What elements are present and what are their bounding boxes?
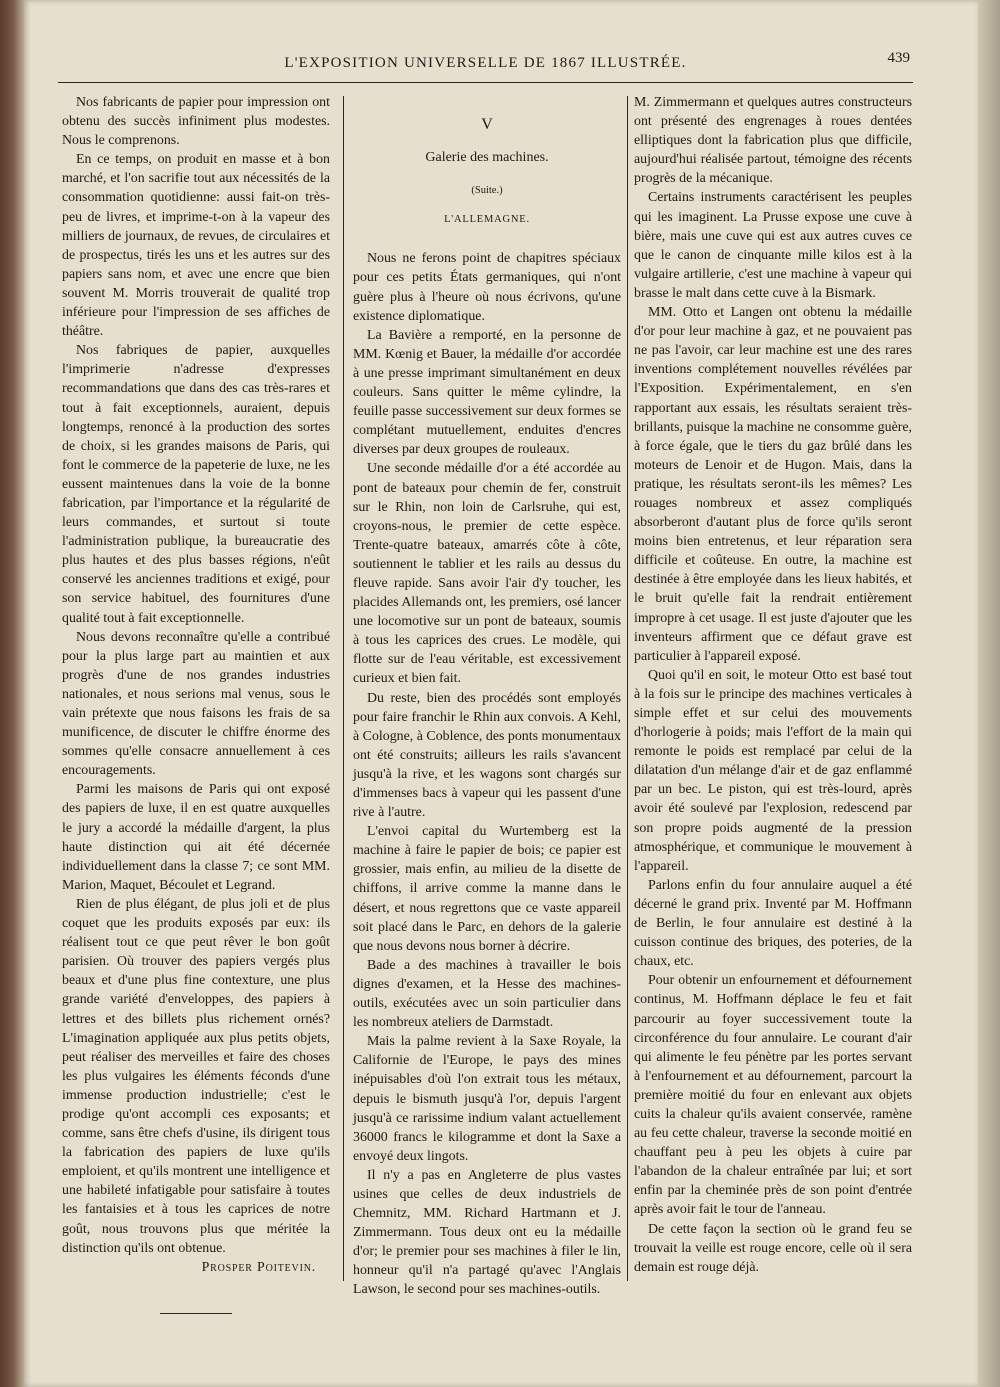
page-number: 439 — [887, 50, 910, 66]
section-country: L'ALLEMAGNE. — [444, 214, 530, 226]
column-rule-left — [343, 96, 344, 1281]
paragraph: Une seconde médaille d'or a été accordée au pont de bateaux pour chemin de fer, construit sur le Rhin, non loin de Carlsruhe, qui est, croyons-nous, le premier de cette espèce. Trente-quatre bateaux, amarrés côte à côte, soutiennent le tablier et les rails au dessus du fleuve rapide. Sans avoir l'air d'y toucher, les placides Allemands ont, les premiers, osé lancer une locomotive sur un pont de bateaux, soumis à tous les caprices des crues. Le modèle, qui flotte sur de l'eau véritable, est excessivement curieux et bien fait. — [353, 461, 621, 687]
paragraph: En ce temps, on produit en masse et à bon marché, et l'on sacrifie tout aux nécessités de la consommation quotidienne: aussi fait-on très-peu de livres, et imprime-t-on à la vapeur des milliers de journaux, de revues, de circulaires et de prospectus, tirés les uns et les autres sur des papiers sans nom, et avec une encre que bien souvent M. Morris trouverait de qualité trop inférieure pour l'impression de ses affiches de théâtre. — [62, 152, 330, 340]
paragraph: Mais la palme revient à la Saxe Royale, la Californie de l'Europe, le pays des mines inépuisables d'où l'on extrait tous les métaux, depuis le bismuth jusqu'à l'or, depuis l'argent jusqu'à ce rarissime indium valant actuellement 36000 francs le kilogramme et dont la Saxe a envoyé deux lingots. — [353, 1034, 621, 1164]
paragraph: Quoi qu'il en soit, le moteur Otto est basé tout à la fois sur le principe des machines verticales à simple effet et sur celui des mouvements d'horlogerie à poids; mais l'effort de la main qui remonte le poids est remplacé par celui de la dilatation d'un mélange d'air et de gaz enflammé par un bec. Le piston, qui est très-lourd, après avoir été soulevé par l'explosion, redescend par son propre poids augmenté de la pression atmosphérique, et communique le mouvement à l'appareil. — [634, 667, 912, 874]
header-rule — [58, 82, 913, 83]
running-title: L'EXPOSITION UNIVERSELLE DE 1867 ILLUSTRÉE. — [284, 55, 687, 71]
paragraph: MM. Otto et Langen ont obtenu la médaille d'or pour leur machine à gaz, et ne pouvaient pas ne pas l'avoir, car leur machine est une des rares inventions complétement nouvelles révélées par l'Exposition. Expérimentalement, en s'en rapportant aux essais, les résultats seraient très-brillants, puisque la machine ne consomme guère, à force égale, que le tiers du gaz brûlé dans les moteurs de Lenoir et de Hugon. Mais, dans la pratique, les résultats seront-ils les mêmes? Les rouages nombreux et assez compliqués absorberont d'autant plus de force qu'ils seront moins bien entretenus, et leur réparation sera difficile et coûteuse. En outre, la machine est destinée à être employée dans les lieux habités, et le bruit qu'elle fait la rendrait entièrement impropre à cet usage. Il est juste d'ajouter que les inventeurs affirment que ce défaut grave est particulier à l'appareil exposé. — [634, 305, 912, 664]
author-signature: Prosper Poitevin. — [201, 1259, 316, 1275]
paragraph: Rien de plus élégant, de plus joli et de plus coquet que les produits exposés par eux: ils réalisent tout ce que peut rêver le bon goût parisien. Où trouver des papiers vergés plus beaux et d'une plus fine contexture, une plus grande variété d'enveloppes, des papiers à lettres et des billets plus richement ornés? L'imagination appliquée aux plus petits objets, peut réaliser des merveilles et faire des choses les plus vulgaires les éléments féconds d'une immense production industrielle; c'est le prodige qu'ont accompli ces exposants; et comme, sans être chefs d'usine, ils dirigent tous la fabrication des papiers de luxe qu'ils emploient, et qu'ils montrent une intelligence et une habileté infatigable pour satisfaire à toutes les fantaisies et à tous les caprices de notre goût, nous trouvons plus que méritée la distinction qu'ils ont obtenue. — [62, 896, 330, 1256]
paragraph: Nos fabricants de papier pour impression ont obtenu des succès infiniment plus modestes. Nous le comprenons. — [62, 95, 330, 149]
section-suite: (Suite.) — [471, 185, 503, 197]
paragraph: L'envoi capital du Wurtemberg est la machine à faire le papier de bois; ce papier est grossier, mais enfin, au milieu de la disette de chiffons, il arrive comme la manne dans le désert, et nous regrettons que ce vaste appareil soit placé dans le Parc, en dehors de la galerie que nous devons nous borner à décrire. — [353, 824, 621, 954]
paragraph: Du reste, bien des procédés sont employés pour faire franchir le Rhin aux convois. A Kehl, à Cologne, à Coblence, des ponts monumentaux ont été construits; ailleurs les rails s'avancent jusqu'à la rive, et les wagons sont chargés sur d'immenses bacs à vapeur qui les passent d'une rive à l'autre. — [353, 690, 621, 821]
paragraph: Nos fabriques de papier, auxquelles l'imprimerie n'adresse d'expresses recommandations que dans des cas très-rares et tout à fait exceptionnels, auraient, depuis longtemps, renoncé à la production des sortes de choix, si les grandes maisons de Paris, qui font le commerce de la papeterie de luxe, ne les eussent maintenues dans la voie de la bonne fabrication, par l'importance et la régularité de leurs commandes, et surtout si toute l'administration publique, la bureaucratie des plus hautes et des plus basses régions, n'eût conservé les anciennes traditions et exigé, pour son service habituel, des fournitures d'une qualité tout à fait exceptionnelle. — [62, 343, 330, 626]
book-binding — [0, 0, 24, 1387]
binding-bleed-text — [0, 90, 18, 1290]
paragraph: M. Zimmermann et quelques autres constructeurs ont présenté des engrenages à roues dentées elliptiques dont la fabrication plus que difficile, aujourd'hui réalisée partout, témoigne des récents progrès de la mécanique. — [634, 95, 912, 187]
column-left — [62, 93, 330, 1314]
paragraph: Pour obtenir un enfournement et défournement continus, M. Hoffmann déplace le feu et fait parcourir au foyer successivement toute la circonférence du four annulaire. Le courant d'air qui alimente le feu pénètre par les portes servant à l'enfournement et au défournement, parcourt la première moitié du four en enlevant aux objets cuits la chaleur qu'ils avaient conservée, ramène au feu cette chaleur, traverse la seconde moitié en chauffant peu à peu les objets à cuire par l'abandon de la chaleur entraînée par lui; et sort enfin par la cheminée près de son point d'entrée après avoir fait le tour de l'anneau. — [634, 973, 912, 1218]
paragraph: Parlons enfin du four annulaire auquel a été décerné le grand prix. Inventé par M. Hoffmann de Berlin, le four annulaire est destiné à la cuisson continue des briques, des poteries, de la chaux, etc. — [634, 877, 912, 970]
paragraph: Il n'y a pas en Angleterre de plus vastes usines que celles de deux industriels de Chemnitz, MM. Richard Hartmann et J. Zimmermann. Tous deux ont eu la médaille d'or; le premier pour ses machines à filer le lin, honneur qu'il n'a partagé qu'avec l'Anglais Lawson, le second pour ses machines-outils. — [353, 1167, 621, 1298]
column-right — [634, 93, 912, 1277]
paragraph: De cette façon la section où le grand feu se trouvait la veille est rouge encore, celle où il sera demain est rouge déjà. — [634, 1221, 912, 1275]
section-title: Galerie des machines. — [425, 150, 549, 166]
column-rule-right — [627, 96, 628, 1281]
column-middle — [353, 93, 621, 1300]
page-edge — [978, 0, 1000, 1387]
paragraph: La Bavière a remporté, en la personne de MM. Kœnig et Bauer, la médaille d'or accordée à une presse imprimant simultanément en deux couleurs. Sans quitter le même cylindre, la feuille passe successivement sur deux formes se complétant mutuellement, enduites d'encres diverses par deux groupes de rouleaux. — [353, 327, 621, 458]
section-number: V — [481, 116, 493, 133]
paragraph: Bade a des machines à travailler le bois dignes d'examen, et la Hesse des machines-outils, exécutées avec un soin particulier dans les nombreux ateliers de Darmstadt. — [353, 957, 621, 1031]
paragraph: Nous devons reconnaître qu'elle a contribué pour la plus large part au maintien et aux progrès d'une de nos grandes industries nationales, et nous serions mal venus, sous le vain prétexte que nous faisons les frais de sa munificence, de discuter le chiffre énorme des sommes qu'elle consacre annuellement à ces encouragements. — [62, 629, 330, 779]
paragraph: Parmi les maisons de Paris qui ont exposé des papiers de luxe, il en est quatre auxquelles le jury a accordé la médaille d'argent, la plus haute distinction qui ait été décernée individuellement dans la classe 7; ce sont MM. Marion, Maquet, Bécoulet et Legrand. — [62, 782, 330, 893]
paragraph: Certains instruments caractérisent les peuples qui les imaginent. La Prusse expose une cuve à bière, mais une cuve qui est aux autres cuves ce que le canon de cinquante mille kilos est à la vulgaire artillerie, c'est une machine à vapeur qui brasse le malt dans cette cuve à la Bismark. — [634, 190, 912, 301]
article-end-rule — [160, 1313, 232, 1314]
paragraph: Nous ne ferons point de chapitres spéciaux pour ces petits États germaniques, qui n'ont guère plus à l'heure où nous écrivons, qu'une existence diplomatique. — [353, 251, 621, 324]
